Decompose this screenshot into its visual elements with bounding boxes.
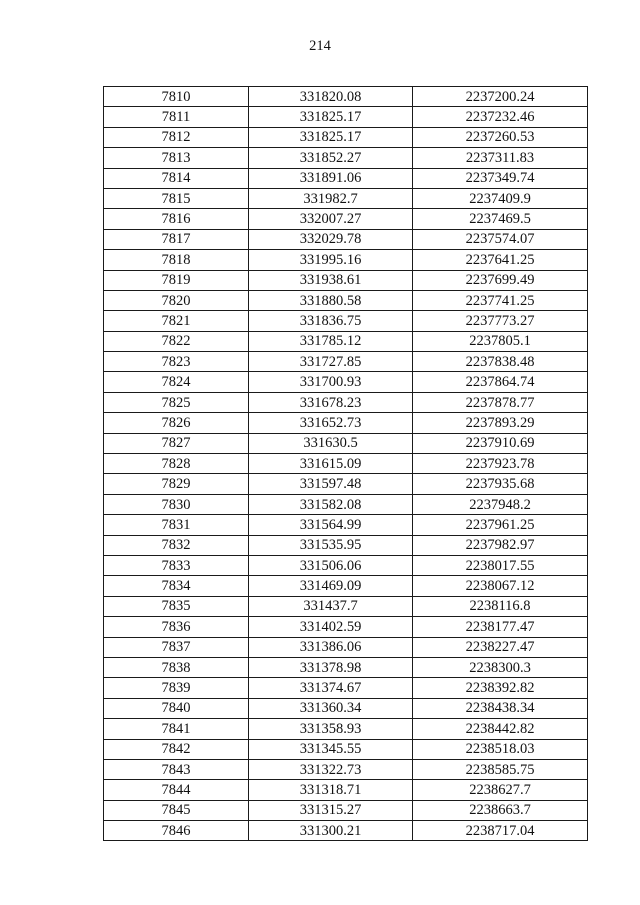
point-id-cell: 7833 (104, 555, 249, 575)
y-coordinate-cell: 2238227.47 (413, 637, 588, 657)
point-id-cell: 7822 (104, 331, 249, 351)
y-coordinate-cell: 2237878.77 (413, 392, 588, 412)
point-id-cell: 7834 (104, 576, 249, 596)
table-row (104, 250, 588, 270)
table-row (104, 168, 588, 188)
y-coordinate-cell: 2238717.04 (413, 821, 588, 841)
y-coordinate-cell: 2237232.46 (413, 107, 588, 127)
y-coordinate-cell: 2237409.9 (413, 188, 588, 208)
y-coordinate-cell: 2238438.34 (413, 698, 588, 718)
table-row (104, 474, 588, 494)
point-id-cell: 7824 (104, 372, 249, 392)
point-id-cell: 7819 (104, 270, 249, 290)
y-coordinate-cell: 2238442.82 (413, 719, 588, 739)
table-row (104, 392, 588, 412)
point-id-cell: 7835 (104, 596, 249, 616)
y-coordinate-cell: 2237910.69 (413, 433, 588, 453)
table-row (104, 87, 588, 107)
table-row (104, 657, 588, 677)
point-id-cell: 7845 (104, 800, 249, 820)
x-coordinate-cell: 332007.27 (249, 209, 413, 229)
point-id-cell: 7818 (104, 250, 249, 270)
x-coordinate-cell: 331318.71 (249, 780, 413, 800)
coordinate-table (103, 86, 588, 841)
y-coordinate-cell: 2237893.29 (413, 413, 588, 433)
y-coordinate-cell: 2237805.1 (413, 331, 588, 351)
y-coordinate-cell: 2237838.48 (413, 352, 588, 372)
x-coordinate-cell: 331615.09 (249, 454, 413, 474)
table-row (104, 555, 588, 575)
table-row (104, 494, 588, 514)
y-coordinate-cell: 2237574.07 (413, 229, 588, 249)
table-row (104, 148, 588, 168)
y-coordinate-cell: 2237311.83 (413, 148, 588, 168)
y-coordinate-cell: 2237961.25 (413, 515, 588, 535)
table-row (104, 800, 588, 820)
x-coordinate-cell: 331360.34 (249, 698, 413, 718)
point-id-cell: 7836 (104, 617, 249, 637)
point-id-cell: 7829 (104, 474, 249, 494)
table-row (104, 270, 588, 290)
x-coordinate-cell: 331891.06 (249, 168, 413, 188)
x-coordinate-cell: 332029.78 (249, 229, 413, 249)
table-row (104, 780, 588, 800)
x-coordinate-cell: 331374.67 (249, 678, 413, 698)
table-row (104, 698, 588, 718)
point-id-cell: 7827 (104, 433, 249, 453)
table-row (104, 637, 588, 657)
coordinate-table-body (104, 87, 588, 841)
x-coordinate-cell: 331322.73 (249, 759, 413, 779)
y-coordinate-cell: 2237641.25 (413, 250, 588, 270)
x-coordinate-cell: 331535.95 (249, 535, 413, 555)
x-coordinate-cell: 331378.98 (249, 657, 413, 677)
point-id-cell: 7813 (104, 148, 249, 168)
y-coordinate-cell: 2237349.74 (413, 168, 588, 188)
point-id-cell: 7826 (104, 413, 249, 433)
y-coordinate-cell: 2238585.75 (413, 759, 588, 779)
point-id-cell: 7825 (104, 392, 249, 412)
y-coordinate-cell: 2237923.78 (413, 454, 588, 474)
x-coordinate-cell: 331469.09 (249, 576, 413, 596)
y-coordinate-cell: 2237864.74 (413, 372, 588, 392)
y-coordinate-cell: 2238392.82 (413, 678, 588, 698)
x-coordinate-cell: 331825.17 (249, 127, 413, 147)
y-coordinate-cell: 2238177.47 (413, 617, 588, 637)
table-row (104, 739, 588, 759)
x-coordinate-cell: 331564.99 (249, 515, 413, 535)
y-coordinate-cell: 2237699.49 (413, 270, 588, 290)
table-row (104, 535, 588, 555)
x-coordinate-cell: 331727.85 (249, 352, 413, 372)
x-coordinate-cell: 331402.59 (249, 617, 413, 637)
x-coordinate-cell: 331995.16 (249, 250, 413, 270)
x-coordinate-cell: 331825.17 (249, 107, 413, 127)
x-coordinate-cell: 331652.73 (249, 413, 413, 433)
table-row (104, 617, 588, 637)
table-row (104, 433, 588, 453)
table-row (104, 454, 588, 474)
x-coordinate-cell: 331506.06 (249, 555, 413, 575)
table-row (104, 821, 588, 841)
point-id-cell: 7810 (104, 87, 249, 107)
y-coordinate-cell: 2237260.53 (413, 127, 588, 147)
point-id-cell: 7846 (104, 821, 249, 841)
x-coordinate-cell: 331785.12 (249, 331, 413, 351)
y-coordinate-cell: 2238017.55 (413, 555, 588, 575)
table-row (104, 209, 588, 229)
y-coordinate-cell: 2238663.7 (413, 800, 588, 820)
y-coordinate-cell: 2238067.12 (413, 576, 588, 596)
point-id-cell: 7832 (104, 535, 249, 555)
y-coordinate-cell: 2237469.5 (413, 209, 588, 229)
y-coordinate-cell: 2237948.2 (413, 494, 588, 514)
table-row (104, 331, 588, 351)
y-coordinate-cell: 2238518.03 (413, 739, 588, 759)
point-id-cell: 7837 (104, 637, 249, 657)
x-coordinate-cell: 331700.93 (249, 372, 413, 392)
table-row (104, 719, 588, 739)
point-id-cell: 7823 (104, 352, 249, 372)
x-coordinate-cell: 331345.55 (249, 739, 413, 759)
x-coordinate-cell: 331820.08 (249, 87, 413, 107)
point-id-cell: 7812 (104, 127, 249, 147)
table-row (104, 759, 588, 779)
table-row (104, 311, 588, 331)
table-row (104, 515, 588, 535)
y-coordinate-cell: 2238116.8 (413, 596, 588, 616)
point-id-cell: 7831 (104, 515, 249, 535)
point-id-cell: 7841 (104, 719, 249, 739)
table-row (104, 127, 588, 147)
point-id-cell: 7814 (104, 168, 249, 188)
x-coordinate-cell: 331938.61 (249, 270, 413, 290)
point-id-cell: 7820 (104, 290, 249, 310)
point-id-cell: 7830 (104, 494, 249, 514)
table-row (104, 229, 588, 249)
table-row (104, 413, 588, 433)
table-row (104, 290, 588, 310)
point-id-cell: 7838 (104, 657, 249, 677)
x-coordinate-cell: 331678.23 (249, 392, 413, 412)
x-coordinate-cell: 331982.7 (249, 188, 413, 208)
x-coordinate-cell: 331582.08 (249, 494, 413, 514)
y-coordinate-cell: 2237773.27 (413, 311, 588, 331)
y-coordinate-cell: 2237935.68 (413, 474, 588, 494)
page-number: 214 (309, 38, 331, 54)
x-coordinate-cell: 331852.27 (249, 148, 413, 168)
x-coordinate-cell: 331630.5 (249, 433, 413, 453)
y-coordinate-cell: 2238627.7 (413, 780, 588, 800)
x-coordinate-cell: 331358.93 (249, 719, 413, 739)
point-id-cell: 7821 (104, 311, 249, 331)
table-row (104, 596, 588, 616)
point-id-cell: 7840 (104, 698, 249, 718)
table-row (104, 678, 588, 698)
y-coordinate-cell: 2237982.97 (413, 535, 588, 555)
y-coordinate-cell: 2238300.3 (413, 657, 588, 677)
x-coordinate-cell: 331597.48 (249, 474, 413, 494)
table-row (104, 372, 588, 392)
point-id-cell: 7811 (104, 107, 249, 127)
x-coordinate-cell: 331836.75 (249, 311, 413, 331)
x-coordinate-cell: 331880.58 (249, 290, 413, 310)
x-coordinate-cell: 331315.27 (249, 800, 413, 820)
point-id-cell: 7844 (104, 780, 249, 800)
point-id-cell: 7817 (104, 229, 249, 249)
y-coordinate-cell: 2237200.24 (413, 87, 588, 107)
table-row (104, 188, 588, 208)
point-id-cell: 7842 (104, 739, 249, 759)
point-id-cell: 7816 (104, 209, 249, 229)
table-row (104, 107, 588, 127)
point-id-cell: 7815 (104, 188, 249, 208)
x-coordinate-cell: 331386.06 (249, 637, 413, 657)
point-id-cell: 7828 (104, 454, 249, 474)
x-coordinate-cell: 331300.21 (249, 821, 413, 841)
table-row (104, 352, 588, 372)
point-id-cell: 7843 (104, 759, 249, 779)
table-row (104, 576, 588, 596)
x-coordinate-cell: 331437.7 (249, 596, 413, 616)
y-coordinate-cell: 2237741.25 (413, 290, 588, 310)
point-id-cell: 7839 (104, 678, 249, 698)
